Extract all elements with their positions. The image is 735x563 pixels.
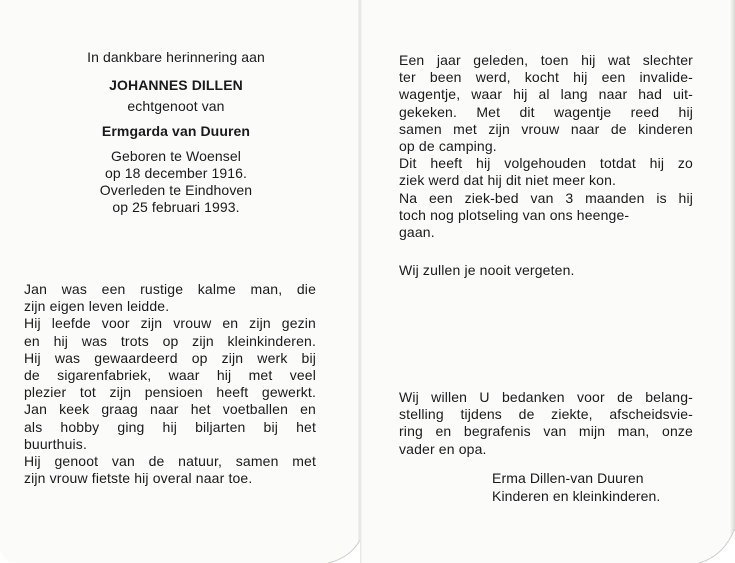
- family-line: Kinderen en kleinkinderen.: [492, 487, 661, 504]
- text-line: zijn eigen leven leidde.: [24, 298, 170, 315]
- text-line: Hij leefde voor zijn vrouw en zijn gezin: [24, 315, 316, 332]
- rounded-corner-left: [0, 540, 16, 563]
- text-line: toch nog plotseling van ons heenge-: [399, 206, 630, 223]
- text-line: wagentje, waar hij al lang naar had uit-: [399, 86, 693, 103]
- thanks-text: [399, 389, 693, 458]
- born-date: op 18 december 1916.: [104, 165, 248, 181]
- text-line: Hij genoot van de natuur, samen met: [24, 453, 316, 470]
- text-line: stelling tijdens de ziekte, afscheidsvie-: [399, 406, 693, 423]
- text-line: Jan keek graag naar het voetballen en: [24, 401, 316, 418]
- corner-curl-left: [320, 540, 360, 563]
- text-line: Jan was een rustige kalme man, die: [24, 281, 316, 297]
- relation-line: echtgenoot van: [127, 98, 225, 114]
- text-line: gekeken. Met dit wagentje reed hij: [399, 103, 693, 120]
- memorial-header: [0, 47, 352, 216]
- text-line: op de camping.: [399, 138, 497, 155]
- card-edge-shadow: [729, 0, 735, 563]
- deceased-name: JOHANNES DILLEN: [109, 77, 243, 93]
- died-date: op 25 februari 1993.: [112, 199, 240, 215]
- died-place: Overleden te Eindhoven: [99, 182, 253, 198]
- text-line: samen met zijn vrouw naar de kinderen: [399, 120, 693, 137]
- spouse-name: Ermgarda van Duuren: [101, 123, 251, 139]
- widow-name: Erma Dillen-van Duuren: [492, 470, 644, 486]
- text-line: buurthuis.: [24, 435, 87, 452]
- signature-block: [492, 470, 660, 505]
- text-line: Na een ziek-bed van 3 maanden is hij: [399, 189, 693, 206]
- text-line: ter been werd, kocht hij een invalide-: [399, 69, 693, 86]
- intro-line: In dankbare herinnering aan: [87, 49, 265, 65]
- text-line: plezier tot zijn pensioen heeft gewerkt.: [24, 384, 316, 401]
- text-line: zijn vrouw fietste hij overal naar toe.: [24, 470, 253, 487]
- text-line: vader en opa.: [399, 440, 487, 457]
- final-year-text: [399, 52, 693, 241]
- born-place: Geboren te Woensel: [111, 148, 241, 164]
- corner-curl-right: [694, 528, 735, 563]
- text-line: als hobby ging hij biljarten bij het: [24, 418, 316, 435]
- text-line: gaan.: [399, 224, 435, 241]
- text-line: ziek werd dat hij dit niet meer kon.: [399, 172, 617, 189]
- text-line: Hij was gewaardeerd op zijn werk bij: [24, 349, 316, 366]
- text-line: de sigarenfabriek, waar hij met veel: [24, 367, 316, 384]
- card-fold: [358, 0, 362, 563]
- text-line: Een jaar geleden, toen hij wat slechter: [399, 52, 693, 68]
- life-dates: [0, 148, 352, 216]
- biography-text: [24, 281, 316, 487]
- text-line: Dit heeft hij volgehouden totdat hij zo: [399, 155, 693, 172]
- text-line: ring en begrafenis van mijn man, onze: [399, 423, 693, 440]
- text-line: Wij willen U bedanken voor de belang-: [399, 389, 693, 405]
- text-line: en hij was trots op zijn kleinkinderen.: [24, 332, 316, 349]
- remembrance-line: Wij zullen je nooit vergeten.: [399, 262, 575, 278]
